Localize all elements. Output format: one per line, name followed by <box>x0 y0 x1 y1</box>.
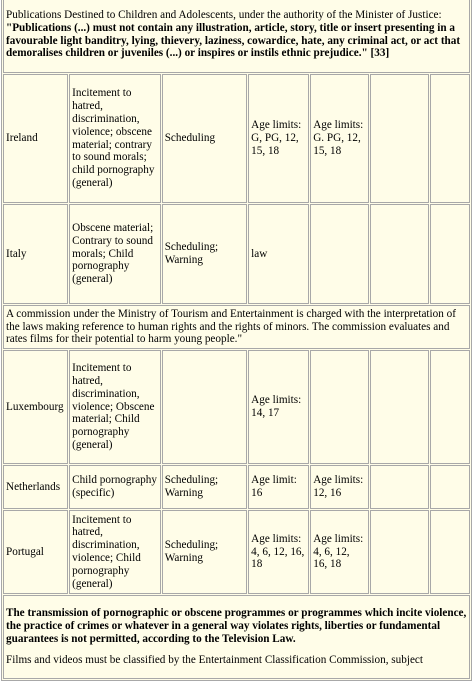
age-limits-cell: Age limits: 14, 17 <box>248 350 309 464</box>
italy-note-row <box>3 305 470 349</box>
empty-cell <box>430 465 470 509</box>
measures-cell <box>162 350 247 464</box>
portugal-note-text: Films and videos must be classified by the Entertainment Classification Commission, subject <box>6 653 423 666</box>
empty-cell <box>310 204 369 304</box>
intro-cell <box>3 0 470 73</box>
content-cell: Obscene material; Contrary to sound morals; Child pornography (general) <box>69 204 161 304</box>
empty-cell <box>310 350 369 464</box>
content-cell: Incitement to hatred, discrimination, violence; Child pornography (general) <box>69 510 161 594</box>
law-cell: law <box>248 204 309 304</box>
country-cell: Italy <box>3 204 68 304</box>
age-limits-cell-2: Age limits: 4, 6, 12, 16, 18 <box>310 510 369 594</box>
intro-row <box>3 0 470 73</box>
age-limits-cell-2: Age limits: 12, 16 <box>310 465 369 509</box>
italy-note: A commission under the Ministry of Tourism and Entertainment is charged with the interpretation of the laws making reference to human rights and the rights of minors. The commission evaluates and rates films for their potential to harm young people." <box>3 305 470 349</box>
table-row-portugal <box>3 510 470 594</box>
content-cell: Child pornography (specific) <box>69 465 161 509</box>
table-row-luxembourg <box>3 350 470 464</box>
measures-cell: Scheduling <box>162 74 247 203</box>
empty-cell <box>370 74 429 203</box>
empty-cell <box>370 350 429 464</box>
empty-cell <box>370 204 429 304</box>
regulation-table <box>1 0 472 681</box>
intro-text: Publications Destined to Children and Adolescents, under the authority of the Minister of Justice: <box>6 8 442 21</box>
intro-ref: [33] <box>367 47 390 60</box>
empty-cell <box>430 350 470 464</box>
empty-cell <box>430 510 470 594</box>
table-row-netherlands <box>3 465 470 509</box>
measures-cell: Scheduling; Warning <box>162 465 247 509</box>
portugal-note-cell <box>3 595 470 679</box>
country-cell: Netherlands <box>3 465 68 509</box>
portugal-note-row <box>3 595 470 679</box>
country-cell: Portugal <box>3 510 68 594</box>
empty-cell <box>370 510 429 594</box>
empty-cell <box>430 204 470 304</box>
age-limits-cell: Age limits: G, PG, 12, 15, 18 <box>248 74 309 203</box>
content-cell: Incitement to hatred, discrimination, violence; obscene material; contrary to sound morals; child pornography (general) <box>69 74 161 203</box>
table-row-ireland <box>3 74 470 203</box>
measures-cell: Scheduling; Warning <box>162 510 247 594</box>
intro-quote: "Publications (...) must not contain any illustration, article, story, title or insert presenting in a favourable light banditry, lying, thievery, laziness, cowardice, hate, any criminal act, or act that demoralises children or juveniles (...) or inspires or instils ethnic prejudice." <box>6 21 461 60</box>
content-cell: Incitement to hatred, discrimination, violence; Obscene material; Child pornography (general) <box>69 350 161 464</box>
country-cell: Ireland <box>3 74 68 203</box>
empty-cell <box>430 74 470 203</box>
age-limits-cell: Age limit: 16 <box>248 465 309 509</box>
measures-cell: Scheduling; Warning <box>162 204 247 304</box>
age-limits-cell: Age limits: 4, 6, 12, 16, 18 <box>248 510 309 594</box>
table-row-italy <box>3 204 470 304</box>
age-limits-cell-2: Age limits: G. PG, 12, 15, 18 <box>310 74 369 203</box>
portugal-note-bold: The transmission of pornographic or obscene programmes or programmes which incite violence, the practice of crimes or whatever in a general way violates rights, liberties or fundamental guarantees is not permitted, according to the Television Law. <box>6 607 467 645</box>
empty-cell <box>370 465 429 509</box>
country-cell: Luxembourg <box>3 350 68 464</box>
